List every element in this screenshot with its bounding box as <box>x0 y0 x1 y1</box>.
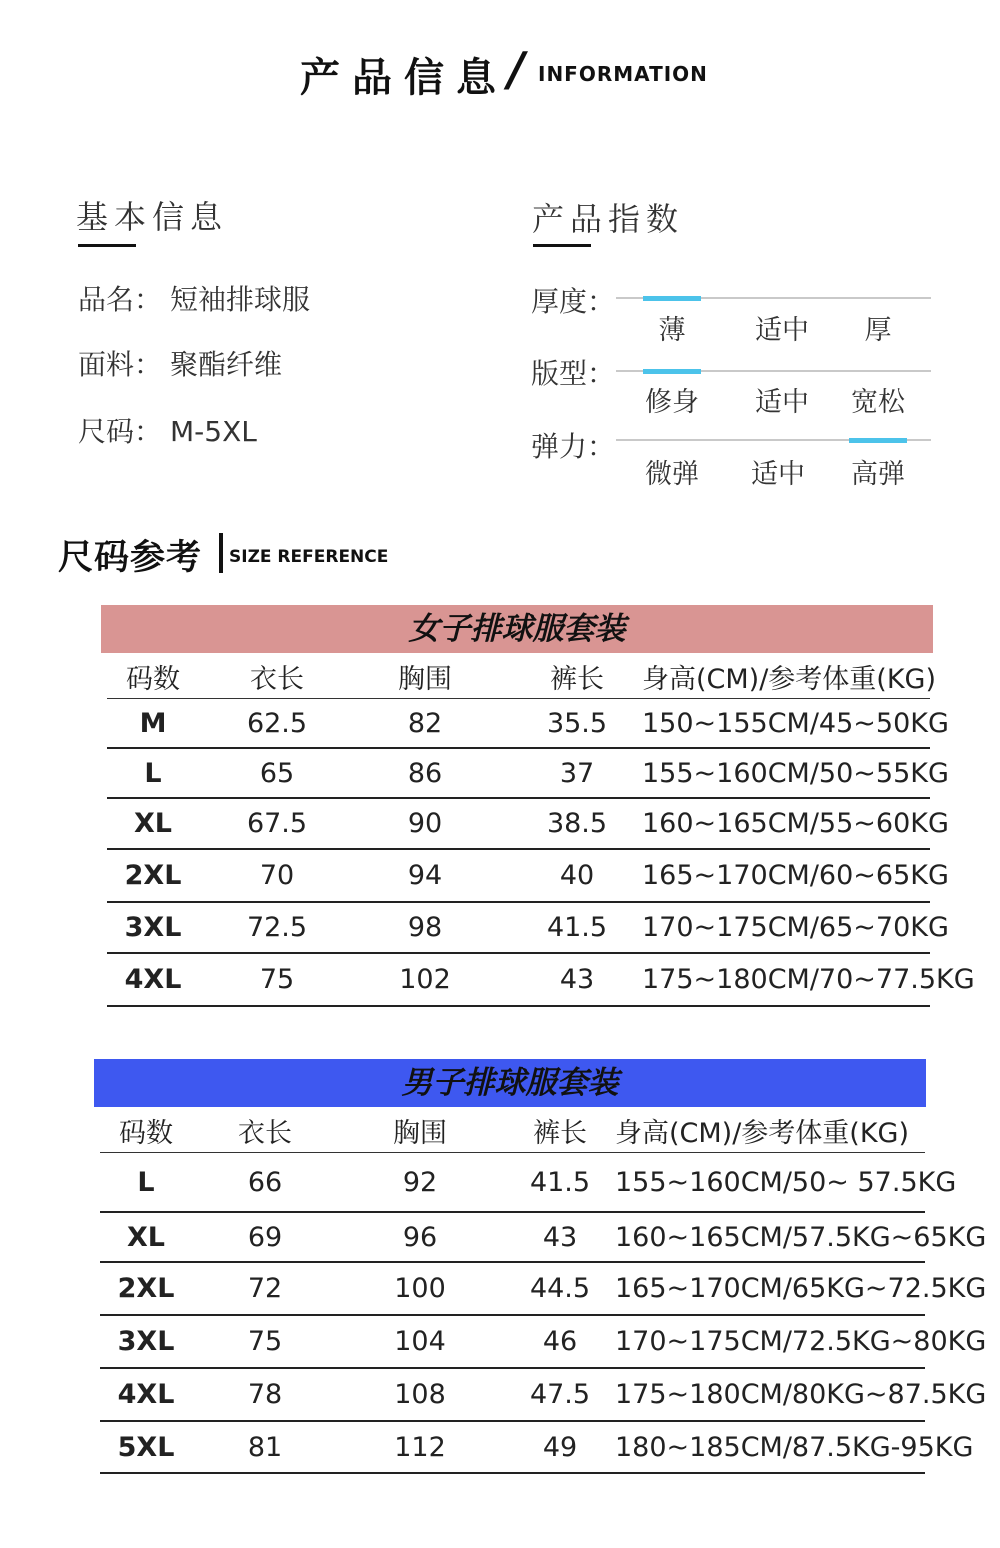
table-cell: 43 <box>559 964 595 995</box>
table-row <box>100 1422 974 1474</box>
women-table-title: 女子排球服套装 <box>408 611 626 647</box>
fit-option-regular: 适中 <box>755 387 809 418</box>
info-label: 面料： <box>78 348 163 381</box>
table-row <box>107 799 949 850</box>
table-cell: 170~175CM/72.5KG~80KG <box>615 1326 987 1357</box>
table-row <box>100 1153 957 1213</box>
basic-info-underline <box>78 244 136 247</box>
header-slash: / <box>508 42 525 96</box>
size-cell: 3XL <box>124 912 182 943</box>
women-size-table <box>107 655 975 1009</box>
size-cell: 2XL <box>124 860 182 891</box>
table-cell: 94 <box>407 860 443 891</box>
table-cell: 98 <box>407 912 443 943</box>
table-cell: 108 <box>394 1379 446 1410</box>
men-size-table <box>100 1109 987 1474</box>
info-label: 尺码： <box>78 415 163 448</box>
header-title-cn: 产品信息 <box>300 55 508 101</box>
table-cell: 180~185CM/87.5KG-95KG <box>615 1431 974 1463</box>
table-header-cell: 胸围 <box>393 1118 447 1149</box>
men-table-band <box>94 1059 926 1107</box>
table-cell: 100 <box>394 1273 446 1304</box>
table-header-cell: 身高(CM)/参考体重(KG) <box>642 664 937 695</box>
thickness-label: 厚度： <box>531 285 616 318</box>
basic-info-title: 基本信息 <box>76 198 229 236</box>
table-cell: 35.5 <box>546 707 608 739</box>
men-table-title: 男子排球服套装 <box>401 1065 619 1101</box>
table-cell: 102 <box>399 964 451 995</box>
thickness-option-thin: 薄 <box>658 315 686 346</box>
table-header-cell: 身高(CM)/参考体重(KG) <box>615 1118 910 1149</box>
size-cell: 4XL <box>117 1379 175 1410</box>
table-row <box>100 1213 987 1263</box>
thickness-option-thick: 厚 <box>864 315 892 346</box>
table-header-row <box>107 655 937 699</box>
table-cell: 69 <box>247 1221 283 1253</box>
elasticity-option-slight: 微弹 <box>645 459 699 490</box>
info-row-size <box>78 410 257 450</box>
size-cell: 2XL <box>117 1273 175 1304</box>
table-cell: 66 <box>247 1166 283 1198</box>
size-reference-title-en: SIZE REFERENCE <box>229 547 389 567</box>
table-cell: 165~170CM/65KG~72.5KG <box>615 1273 987 1304</box>
table-cell: 65 <box>259 757 295 789</box>
table-header-cell: 码数 <box>119 1118 173 1149</box>
table-row <box>107 749 949 799</box>
table-row <box>100 1263 987 1316</box>
table-header-cell: 衣长 <box>250 664 304 695</box>
elasticity-indicator <box>849 438 907 443</box>
table-cell: 104 <box>394 1326 446 1357</box>
page-header <box>0 40 1000 110</box>
table-cell: 43 <box>542 1221 578 1253</box>
table-cell: 49 <box>542 1431 578 1463</box>
info-row-name <box>78 278 310 318</box>
info-value: 短袖排球服 <box>170 283 311 316</box>
table-cell: 160~165CM/57.5KG~65KG <box>615 1221 987 1253</box>
size-cell: XL <box>133 808 173 839</box>
fit-option-slim: 修身 <box>645 387 699 418</box>
table-cell: 41.5 <box>529 1166 591 1198</box>
table-cell: 170~175CM/65~70KG <box>642 912 949 943</box>
size-cell: L <box>137 1166 155 1198</box>
table-cell: 112 <box>394 1431 446 1463</box>
table-header-row <box>100 1109 925 1153</box>
table-header-cell: 裤长 <box>533 1118 587 1149</box>
table-cell: 82 <box>407 707 443 739</box>
table-row <box>107 903 949 954</box>
size-cell: 5XL <box>117 1431 175 1463</box>
table-cell: 92 <box>402 1166 438 1198</box>
table-cell: 38.5 <box>546 808 608 839</box>
size-cell: L <box>144 757 162 789</box>
fit-indicator <box>643 369 701 374</box>
product-index-title: 产品指数 <box>532 200 685 238</box>
size-reference-divider <box>219 533 223 573</box>
size-cell: XL <box>126 1221 166 1253</box>
table-cell: 81 <box>247 1431 283 1463</box>
table-row <box>107 954 975 1007</box>
header-title-en: INFORMATION <box>538 62 708 86</box>
size-reference-title-cn: 尺码参考 <box>58 538 203 578</box>
thickness-option-medium: 适中 <box>755 315 809 346</box>
table-cell: 72 <box>247 1273 283 1304</box>
fit-option-loose: 宽松 <box>851 387 905 418</box>
table-header-cell: 码数 <box>126 664 180 695</box>
size-cell: 3XL <box>117 1326 175 1357</box>
elasticity-label: 弹力： <box>531 430 616 463</box>
thickness-indicator <box>643 296 701 301</box>
table-cell: 165~170CM/60~65KG <box>642 860 949 891</box>
fit-label: 版型： <box>531 357 616 390</box>
table-cell: 150~155CM/45~50KG <box>642 707 949 739</box>
info-row-fabric <box>78 343 282 383</box>
table-row <box>107 699 949 749</box>
table-cell: 75 <box>247 1326 283 1357</box>
size-cell: 4XL <box>124 964 182 995</box>
table-cell: 70 <box>259 860 295 891</box>
table-header-cell: 衣长 <box>238 1118 292 1149</box>
table-row <box>100 1369 987 1422</box>
table-header-cell: 胸围 <box>398 664 452 695</box>
table-cell: 175~180CM/70~77.5KG <box>642 964 975 995</box>
table-cell: 47.5 <box>529 1379 591 1410</box>
table-row <box>100 1316 987 1369</box>
table-cell: 72.5 <box>246 912 308 943</box>
table-row <box>107 850 949 903</box>
table-cell: 78 <box>247 1379 283 1410</box>
table-cell: 96 <box>402 1221 438 1253</box>
table-cell: 155~160CM/50~ 57.5KG <box>615 1166 957 1198</box>
elasticity-option-medium: 适中 <box>751 459 805 490</box>
women-table-band <box>101 605 933 653</box>
table-cell: 155~160CM/50~55KG <box>642 757 949 789</box>
table-cell: 67.5 <box>246 808 308 839</box>
elasticity-option-high: 高弹 <box>851 459 905 490</box>
info-value: 聚酯纤维 <box>170 348 283 381</box>
table-cell: 90 <box>407 808 443 839</box>
table-header-cell: 裤长 <box>550 664 604 695</box>
table-cell: 160~165CM/55~60KG <box>642 808 949 839</box>
size-cell: M <box>139 707 167 739</box>
info-label: 品名： <box>78 283 163 316</box>
table-cell: 46 <box>542 1326 578 1357</box>
table-cell: 37 <box>559 757 595 789</box>
table-cell: 75 <box>259 964 295 995</box>
table-cell: 40 <box>559 860 595 891</box>
product-index-underline <box>533 244 591 247</box>
table-cell: 62.5 <box>246 707 308 739</box>
table-cell: 41.5 <box>546 912 608 943</box>
info-value: M-5XL <box>170 415 257 448</box>
table-cell: 175~180CM/80KG~87.5KG <box>615 1379 987 1410</box>
table-cell: 86 <box>407 757 443 789</box>
table-cell: 44.5 <box>529 1273 591 1304</box>
